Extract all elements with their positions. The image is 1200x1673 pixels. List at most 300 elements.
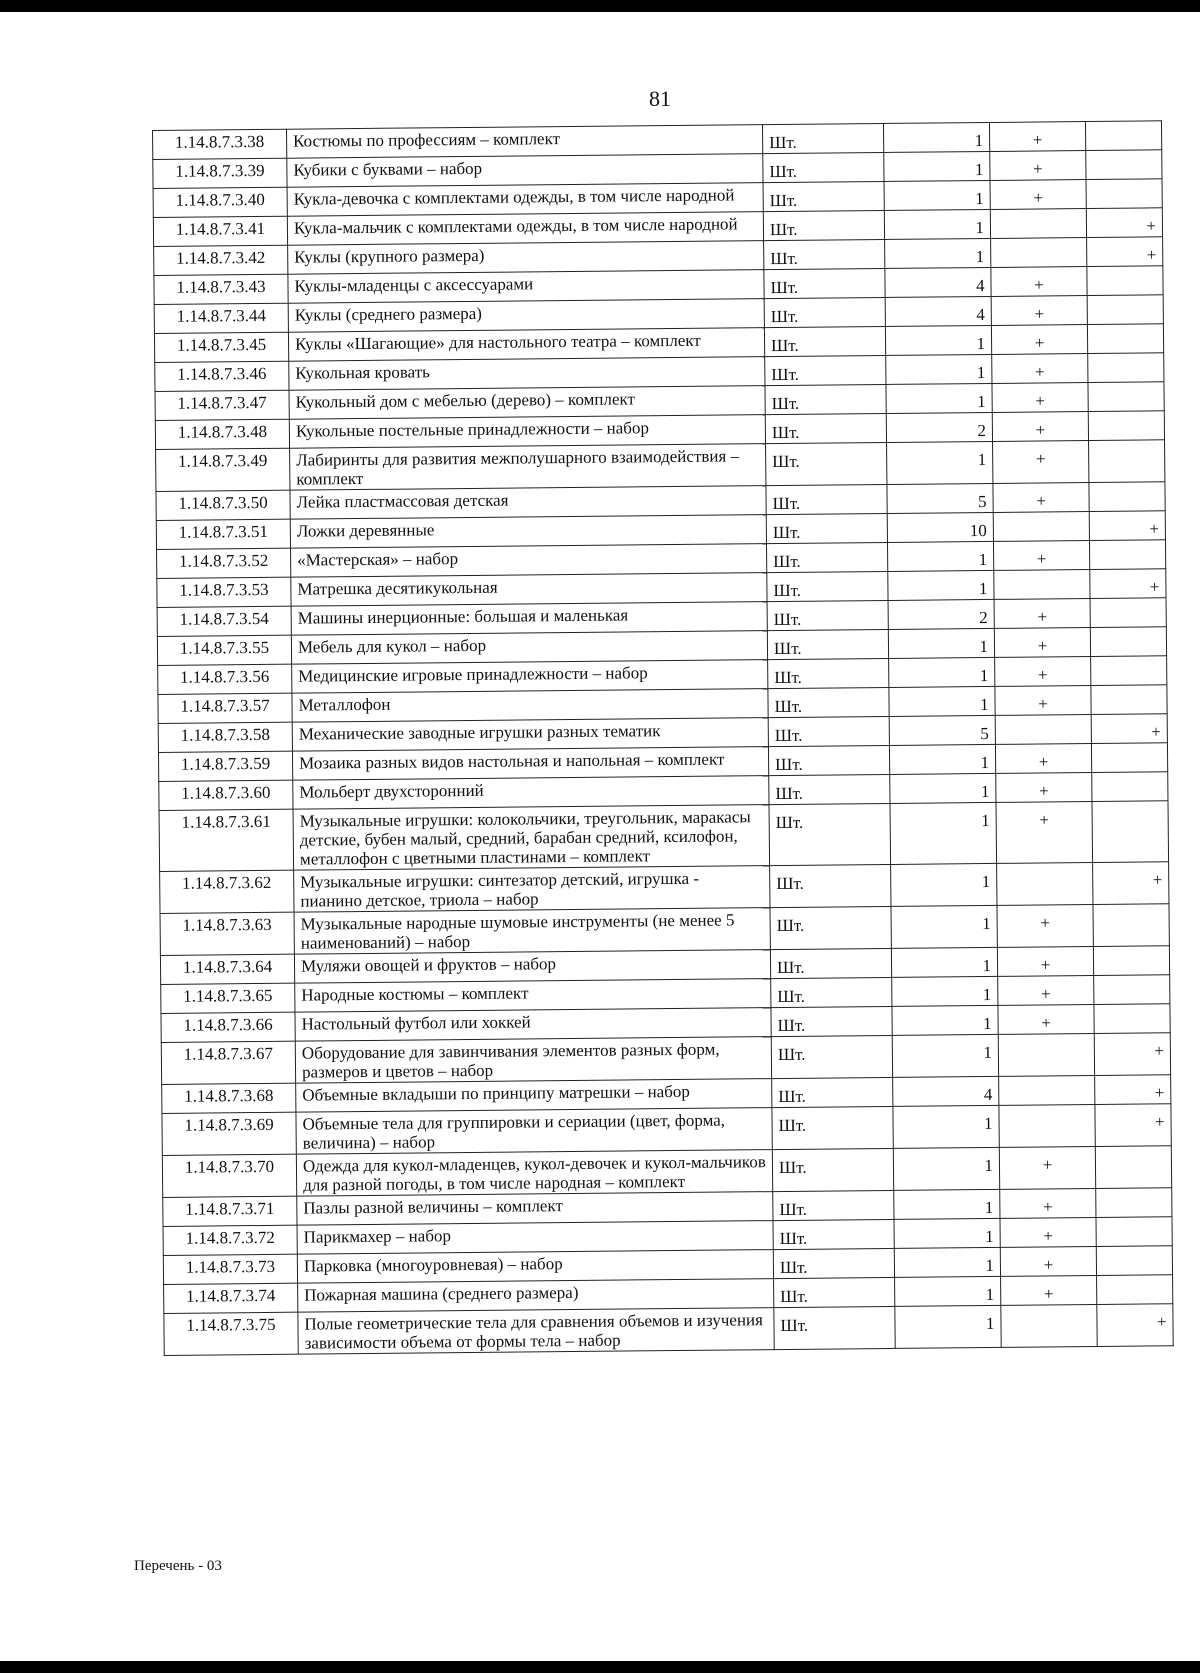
item-quantity-cell [884,151,990,181]
mark-col-2-cell [1089,540,1165,570]
item-unit-cell [765,355,886,385]
item-unit: Шт. [771,335,799,356]
mark-col-2-cell [1095,1075,1171,1105]
item-name-cell: Музыкальные игрушки: синтезатор детский, игрушка - пианино детское, триола – набор [294,866,770,913]
item-unit-cell [772,1148,893,1191]
item-unit-cell [772,1106,893,1149]
mark-col-1-cell [993,483,1089,513]
item-unit-cell [774,1306,895,1349]
mark-col-1: + [1042,1197,1053,1217]
item-quantity: 1 [984,1197,994,1218]
item-quantity: 1 [981,810,990,831]
item-quantity-cell [891,905,997,948]
item-code-cell: 1.14.8.7.3.39 [153,158,287,188]
table-body [153,121,1174,1356]
item-unit: Шт. [775,812,804,833]
item-code-cell: 1.14.8.7.3.58 [158,722,292,752]
mark-col-1: + [1042,1155,1053,1175]
item-unit: Шт. [776,873,804,894]
item-unit-cell [769,774,890,804]
item-code-cell: 1.14.8.7.3.41 [153,216,287,246]
item-name-cell: «Мастерская» – набор [291,544,767,578]
item-unit-cell [768,745,889,775]
item-unit-cell [764,326,885,356]
item-code-cell: 1.14.8.7.3.43 [154,274,288,304]
item-unit: Шт. [773,609,802,630]
item-quantity: 1 [984,1155,994,1176]
mark-col-1-cell [998,975,1094,1005]
item-code-cell: 1.14.8.7.3.46 [155,361,289,391]
item-quantity-cell [890,773,996,803]
item-name-cell: Настольный футбол или хоккей [295,1008,771,1042]
item-quantity: 10 [969,521,987,541]
mark-col-2-cell [1096,1246,1172,1276]
item-unit: Шт. [769,132,797,153]
mark-col-1: + [1038,752,1049,772]
item-quantity-cell [885,267,991,297]
item-unit-cell [767,571,888,601]
item-name-cell: Матрешка десятикукольная [291,573,767,607]
mark-col-1-cell [997,905,1093,948]
mark-col-2-cell [1095,1104,1171,1147]
table-row [159,801,1169,872]
item-quantity: 1 [983,1113,993,1134]
mark-col-1: + [1034,275,1044,295]
item-unit: Шт. [779,1199,808,1220]
mark-col-1-cell [990,180,1086,210]
item-code-cell: 1.14.8.7.3.51 [156,519,290,549]
mark-col-1-cell [995,657,1091,687]
item-code-cell: 1.14.8.7.3.60 [159,780,293,810]
mark-col-2-cell [1089,482,1165,512]
item-unit: Шт. [779,1228,808,1249]
item-unit-cell [763,181,884,211]
item-quantity-cell [895,1276,1001,1306]
item-unit-cell [773,1248,894,1278]
item-quantity: 1 [980,752,990,773]
mark-col-2: + [1151,722,1161,742]
item-quantity: 1 [977,392,986,412]
item-unit: Шт. [773,580,802,601]
item-quantity: 1 [983,1013,992,1034]
item-unit-cell [768,658,889,688]
item-name-cell: Кукольная кровать [289,357,765,391]
item-unit: Шт. [770,248,798,269]
item-unit-cell [762,123,883,153]
mark-col-1-cell [994,570,1090,600]
item-unit-cell [765,413,886,443]
item-quantity: 1 [985,1284,995,1305]
item-name-cell: Одежда для кукол-младенцев, кукол-девочек и кукол-мальчиков для разной погоды, в том числе народная – комплект [296,1150,772,1197]
item-unit: Шт. [772,522,801,543]
mark-col-1: + [1036,549,1047,569]
mark-col-1: + [1037,607,1048,627]
mark-col-2-cell [1087,295,1163,325]
mark-col-2-cell [1091,656,1167,686]
mark-col-1: + [1038,694,1048,714]
mark-col-2-cell [1093,862,1169,905]
item-code-cell: 1.14.8.7.3.53 [157,577,291,607]
item-unit-cell [774,1277,895,1307]
item-name-cell: Парковка (многоуровневая) – набор [297,1250,773,1284]
item-quantity: 1 [976,363,986,383]
item-unit: Шт. [771,364,800,385]
mark-col-2-cell [1095,1146,1171,1189]
item-code-cell: 1.14.8.7.3.72 [163,1225,297,1255]
item-code-cell: 1.14.8.7.3.54 [157,606,291,636]
item-quantity: 1 [981,871,991,892]
mark-col-1-cell [990,151,1086,181]
item-unit: Шт. [773,638,802,659]
item-code-cell: 1.14.8.7.3.57 [158,693,292,723]
item-unit: Шт. [780,1286,808,1307]
mark-col-1: + [1037,636,1048,656]
item-quantity: 1 [978,550,988,570]
item-unit: Шт. [771,422,800,443]
item-unit-cell [770,948,891,978]
item-quantity: 4 [983,1084,993,1105]
item-unit: Шт. [775,783,804,804]
item-code-cell: 1.14.8.7.3.68 [162,1083,296,1113]
mark-col-1-cell [996,773,1092,803]
mark-col-1: + [1038,781,1049,801]
item-name-cell: Ложки деревянные [290,515,766,549]
mark-col-1-cell [997,863,1093,906]
item-unit: Шт. [771,393,800,414]
item-quantity-cell [885,296,991,326]
item-unit: Шт. [770,277,799,298]
mark-col-2: + [1146,216,1157,236]
item-unit: Шт. [778,1115,807,1136]
item-unit-cell [763,152,884,182]
item-code-cell: 1.14.8.7.3.67 [161,1041,295,1084]
item-quantity-cell [889,744,995,774]
item-unit-cell [766,484,887,514]
item-code-cell: 1.14.8.7.3.71 [163,1196,297,1226]
mark-col-1-cell [1000,1217,1096,1247]
mark-col-2-cell [1091,685,1167,715]
item-unit: Шт. [778,1086,806,1107]
item-name-cell: Народные костюмы – комплект [295,979,771,1013]
item-unit: Шт. [777,986,805,1007]
table-row [164,1304,1173,1356]
mark-col-1-cell [995,686,1091,716]
item-code-cell: 1.14.8.7.3.74 [164,1283,298,1313]
item-code-cell: 1.14.8.7.3.62 [160,870,294,913]
item-quantity-cell [894,1247,1000,1277]
mark-col-1-cell [995,715,1091,745]
item-code-cell: 1.14.8.7.3.63 [160,912,294,955]
mark-col-1-cell [992,354,1088,384]
mark-col-2-cell [1092,801,1169,863]
item-name-cell: Кукла-девочка с комплектами одежды, в том числе народной [287,183,763,217]
item-quantity: 1 [982,913,991,934]
mark-col-1-cell [992,383,1088,413]
item-quantity-cell [895,1305,1001,1348]
item-quantity-cell [893,1147,999,1190]
item-unit: Шт. [775,754,803,775]
item-quantity: 1 [985,1313,995,1334]
item-name-cell: Куклы «Шагающие» для настольного театра – комплект [288,328,764,362]
item-unit-cell [763,210,884,240]
item-unit-cell [765,384,886,414]
mark-col-1-cell [997,947,1093,977]
item-quantity-cell [892,1005,998,1035]
item-name-cell: Лейка пластмассовая детская [290,486,766,520]
mark-col-1-cell [992,412,1088,442]
item-unit: Шт. [769,190,798,211]
item-name-cell: Мольберт двухсторонний [293,776,769,810]
item-quantity: 4 [976,305,985,325]
mark-col-2-cell [1086,208,1162,238]
mark-col-2-cell [1090,569,1166,599]
item-quantity: 1 [974,131,984,151]
item-quantity: 1 [982,984,992,1005]
mark-col-1: + [1037,665,1048,685]
mark-col-2-cell [1092,772,1168,802]
item-unit: Шт. [777,1015,806,1036]
item-code-cell: 1.14.8.7.3.56 [158,664,292,694]
mark-col-2-cell [1097,1304,1173,1347]
mark-col-1-cell [993,512,1089,542]
item-quantity-cell [891,947,997,977]
item-quantity: 1 [977,450,987,470]
item-unit-cell [772,1077,893,1107]
item-name-cell: Пожарная машина (среднего размера) [298,1279,774,1313]
item-unit-cell [764,297,885,327]
item-code-cell: 1.14.8.7.3.38 [153,129,287,159]
item-code-cell: 1.14.8.7.3.59 [158,751,292,781]
mark-col-2-cell [1094,1033,1170,1076]
item-quantity-cell [889,715,995,745]
mark-col-1-cell [991,325,1087,355]
item-name-cell: Машины инерционные: большая и маленькая [291,602,767,636]
item-code-cell: 1.14.8.7.3.50 [156,490,290,520]
item-quantity-cell [891,863,997,906]
item-name-cell: Объемные тела для группировки и сериации (цвет, форма, величина) – набор [296,1108,772,1155]
mark-col-2-cell [1093,904,1169,947]
item-quantity-cell [887,541,993,571]
item-unit-cell [771,1035,892,1078]
item-quantity: 1 [975,247,985,267]
item-unit: Шт. [772,493,801,514]
item-quantity-cell [888,570,994,600]
item-code-cell: 1.14.8.7.3.75 [164,1312,298,1355]
mark-col-1: + [1043,1226,1054,1246]
mark-col-1-cell [993,441,1089,484]
item-name-cell: Музыкальные народные шумовые инструменты (не менее 5 наименований) – набор [294,908,770,955]
mark-col-1: + [1033,188,1044,208]
mark-col-1-cell [993,541,1089,571]
mark-col-1: + [1041,1013,1052,1033]
item-name-cell: Кукольные постельные принадлежности – набор [289,415,765,449]
mark-col-2-cell [1094,975,1170,1005]
item-quantity-cell [885,325,991,355]
item-quantity-cell [892,976,998,1006]
mark-col-2: + [1154,1112,1165,1132]
item-quantity: 2 [977,421,987,441]
item-unit-cell [767,629,888,659]
item-code-cell: 1.14.8.7.3.40 [153,187,287,217]
item-name-cell: Оборудование для завинчивания элементов разных форм, размеров и цветов – набор [295,1037,771,1084]
item-quantity: 1 [980,781,990,802]
mark-col-2: + [1146,245,1157,265]
item-unit-cell [768,716,889,746]
item-code-cell: 1.14.8.7.3.52 [157,548,291,578]
mark-col-1: + [1034,333,1045,353]
item-unit-cell [769,803,891,865]
item-quantity-cell [886,383,992,413]
item-code-cell: 1.14.8.7.3.55 [157,635,291,665]
mark-col-1: + [1032,130,1043,150]
item-quantity: 1 [982,955,992,976]
mark-col-2-cell [1097,1275,1173,1305]
mark-col-1-cell [991,296,1087,326]
item-quantity: 5 [978,492,987,512]
item-unit: Шт. [769,161,798,182]
mark-col-2-cell [1096,1217,1172,1247]
item-quantity: 1 [978,579,988,599]
mark-col-1-cell [989,122,1085,152]
item-unit: Шт. [776,957,805,978]
mark-col-1-cell [996,802,1093,864]
item-unit-cell [766,442,887,485]
item-quantity-cell [887,441,993,484]
mark-col-2-cell [1088,411,1164,441]
mark-col-2-cell [1091,714,1167,744]
mark-col-1-cell [991,267,1087,297]
item-quantity: 2 [979,608,988,628]
mark-col-2-cell [1087,324,1163,354]
mark-col-1-cell [999,1075,1095,1105]
item-quantity-cell [894,1189,1000,1219]
mark-col-2-cell [1094,1004,1170,1034]
item-quantity-cell [890,802,997,864]
mark-col-2-cell [1093,946,1169,976]
item-name-cell: Куклы-младенцы с аксессуарами [288,270,764,304]
mark-col-1: + [1039,810,1050,830]
item-quantity-cell [892,1034,998,1077]
item-quantity: 1 [979,694,989,715]
mark-col-2-cell [1086,179,1162,209]
item-quantity-cell [886,412,992,442]
mark-col-1-cell [995,744,1091,774]
item-unit: Шт. [780,1315,809,1336]
item-unit-cell [768,687,889,717]
item-quantity: 1 [974,160,984,180]
mark-col-1: + [1033,159,1043,179]
mark-col-2-cell [1089,511,1165,541]
mark-col-2: + [1156,1312,1167,1332]
mark-col-2-cell [1087,237,1163,267]
item-quantity-cell [889,657,995,687]
mark-col-2-cell [1088,353,1164,383]
mark-col-2: + [1154,1041,1164,1061]
item-unit: Шт. [772,451,800,472]
item-unit: Шт. [777,1044,806,1065]
item-quantity-cell [887,483,993,513]
mark-col-2-cell [1085,121,1161,151]
mark-col-1-cell [990,209,1086,239]
mark-col-1-cell [999,1104,1095,1147]
mark-col-1: + [1043,1255,1054,1275]
mark-col-2-cell [1089,440,1165,483]
mark-col-1-cell [998,1004,1094,1034]
item-quantity: 1 [985,1255,995,1276]
mark-col-1-cell [1000,1246,1096,1276]
item-unit: Шт. [774,725,803,746]
item-name-cell: Мозаика разных видов настольная и напольная – комплект [292,747,768,781]
item-quantity: 5 [980,723,989,744]
mark-col-2-cell [1090,627,1166,657]
item-code-cell: 1.14.8.7.3.47 [155,390,289,420]
item-quantity-cell [894,1218,1000,1248]
item-unit-cell [764,268,885,298]
mark-col-1: + [1036,491,1046,511]
item-code-cell: 1.14.8.7.3.65 [161,983,295,1013]
footer-label: Перечень - 03 [134,1558,222,1574]
item-name-cell: Объемные вкладыши по принципу матрешки – набор [296,1079,772,1113]
item-code-cell: 1.14.8.7.3.64 [160,954,294,984]
item-quantity-cell [884,209,990,239]
item-quantity: 1 [976,334,986,354]
item-unit-cell [773,1219,894,1249]
item-quantity-cell [888,628,994,658]
item-quantity: 1 [983,1042,992,1063]
page-number: 81 [649,86,671,111]
mark-col-2-cell [1088,382,1164,412]
item-unit: Шт. [773,551,801,572]
item-name-cell: Куклы (крупного размера) [288,241,764,275]
mark-col-1-cell [999,1146,1095,1189]
item-quantity-cell [889,686,995,716]
item-unit: Шт. [770,306,799,327]
item-unit-cell [766,542,887,572]
scan-edge-top [0,0,1200,12]
item-unit: Шт. [779,1257,808,1278]
item-quantity-cell [885,238,991,268]
mark-col-1: + [1035,391,1046,411]
mark-col-1-cell [994,599,1090,629]
mark-col-2: + [1149,519,1159,539]
item-name-cell: Лабиринты для развития межполушарного взаимодействия – комплект [290,444,766,491]
item-name-cell: Механические заводные игрушки разных тематик [292,718,768,752]
item-name-cell: Кубики с буквами – набор [287,154,763,188]
item-quantity: 1 [975,218,985,238]
item-quantity: 4 [975,276,985,296]
item-name-cell: Куклы (среднего размера) [288,299,764,333]
item-name-cell: Кукольный дом с мебелью (дерево) – комплект [289,386,765,420]
item-unit-cell [771,1006,892,1036]
mark-col-2-cell [1087,266,1163,296]
item-code-cell: 1.14.8.7.3.70 [162,1154,296,1197]
mark-col-1: + [1035,420,1046,440]
item-code-cell: 1.14.8.7.3.73 [163,1254,297,1284]
item-unit-cell [770,864,891,907]
item-unit-cell [767,600,888,630]
mark-col-1: + [1034,362,1045,382]
item-name-cell: Металлофон [292,689,768,723]
item-unit: Шт. [776,915,805,936]
item-quantity-cell [883,122,989,152]
item-unit-cell [773,1190,894,1220]
item-unit: Шт. [769,219,798,240]
mark-col-2-cell [1091,743,1167,773]
item-name-cell: Полые геометрические тела для сравнения объемов и изучения зависимости объема от формы тела – набор [298,1308,774,1355]
mark-col-1-cell [1001,1275,1097,1305]
item-code-cell: 1.14.8.7.3.49 [156,448,290,491]
scan-edge-bottom [0,1661,1200,1673]
